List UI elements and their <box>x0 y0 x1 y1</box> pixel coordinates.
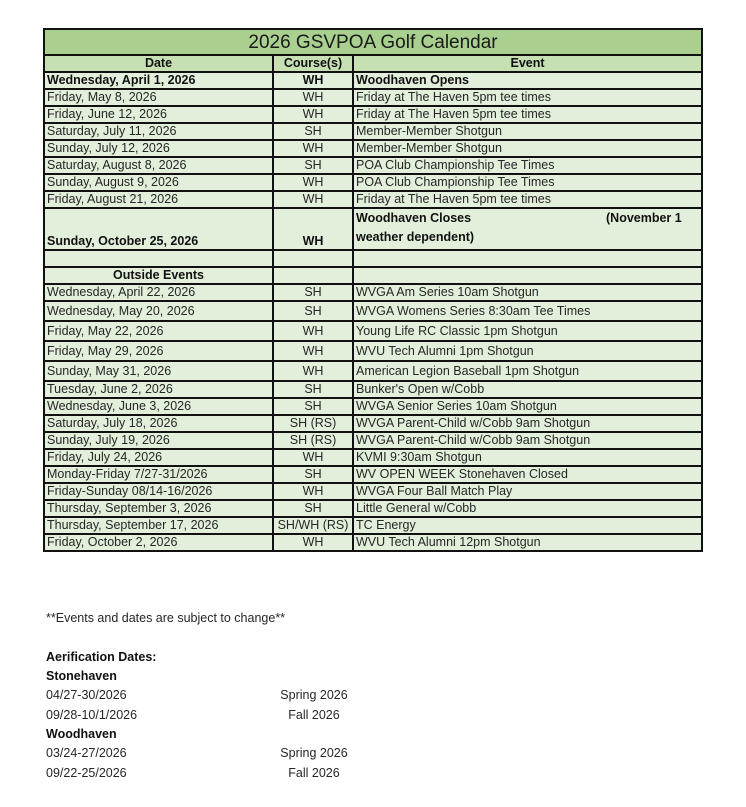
aerification-dates: 04/27-30/2026 <box>46 688 127 702</box>
aerification-dates: 09/22-25/2026 <box>46 766 127 780</box>
event-name: POA Club Championship Tee Times <box>353 174 702 191</box>
event-name: Little General w/Cobb <box>353 500 702 517</box>
event-course: SH <box>273 284 353 301</box>
table-row <box>44 140 702 157</box>
empty-cell <box>44 250 273 267</box>
event-course: WH <box>273 483 353 500</box>
table-row <box>44 517 702 534</box>
empty-cell <box>273 267 353 284</box>
event-name: WVGA Parent-Child w/Cobb 9am Shotgun <box>353 415 702 432</box>
event-course: WH <box>273 191 353 208</box>
event-name: WVGA Four Ball Match Play <box>353 483 702 500</box>
header-date: Date <box>44 55 273 72</box>
section-row <box>44 267 702 284</box>
event-date: Sunday, August 9, 2026 <box>44 174 273 191</box>
aerification-season: Spring 2026 <box>280 688 348 702</box>
table-row <box>44 284 702 301</box>
event-date: Tuesday, June 2, 2026 <box>44 381 273 398</box>
event-name: WVU Tech Alumni 12pm Shotgun <box>353 534 702 551</box>
event-date: Sunday, October 25, 2026 <box>44 208 273 250</box>
event-name: Friday at The Haven 5pm tee times <box>353 89 702 106</box>
table-row <box>44 381 702 398</box>
table-row <box>44 301 702 321</box>
event-date: Friday, June 12, 2026 <box>44 106 273 123</box>
empty-cell <box>273 250 353 267</box>
empty-cell <box>353 267 702 284</box>
empty-cell <box>353 250 702 267</box>
table-row <box>44 449 702 466</box>
event-date: Friday-Sunday 08/14-16/2026 <box>44 483 273 500</box>
table-row <box>44 72 702 89</box>
event-name: American Legion Baseball 1pm Shotgun <box>353 361 702 381</box>
event-course: SH <box>273 500 353 517</box>
event-name: Friday at The Haven 5pm tee times <box>353 106 702 123</box>
event-course: SH/WH (RS) <box>273 517 353 534</box>
header-row <box>44 55 702 72</box>
event-date: Thursday, September 17, 2026 <box>44 517 273 534</box>
table-row <box>44 208 702 250</box>
event-course: SH <box>273 466 353 483</box>
event-course: SH (RS) <box>273 415 353 432</box>
event-course: WH <box>273 72 353 89</box>
event-course: WH <box>273 449 353 466</box>
event-name: WVU Tech Alumni 1pm Shotgun <box>353 341 702 361</box>
event-date: Wednesday, April 22, 2026 <box>44 284 273 301</box>
aerification-season: Fall 2026 <box>288 766 340 780</box>
event-course: SH <box>273 157 353 174</box>
event-date: Sunday, May 31, 2026 <box>44 361 273 381</box>
aerification-season: Fall 2026 <box>288 708 340 722</box>
event-course: WH <box>273 106 353 123</box>
golf-calendar-table <box>43 28 703 552</box>
event-course: SH <box>273 381 353 398</box>
event-course: SH (RS) <box>273 432 353 449</box>
table-row <box>44 157 702 174</box>
event-course: WH <box>273 140 353 157</box>
event-name: WVGA Senior Series 10am Shotgun <box>353 398 702 415</box>
event-course: WH <box>273 89 353 106</box>
event-name: Bunker's Open w/Cobb <box>353 381 702 398</box>
table-row <box>44 89 702 106</box>
event-course: WH <box>273 534 353 551</box>
table-row <box>44 500 702 517</box>
event-date: Friday, October 2, 2026 <box>44 534 273 551</box>
event-date: Wednesday, June 3, 2026 <box>44 398 273 415</box>
header-event: Event <box>353 55 702 72</box>
event-date: Friday, May 22, 2026 <box>44 321 273 341</box>
spacer-row <box>44 250 702 267</box>
aerification-dates: 09/28-10/1/2026 <box>46 708 138 722</box>
aerification-dates: 03/24-27/2026 <box>46 746 127 760</box>
calendar-title: 2026 GSVPOA Golf Calendar <box>44 29 702 55</box>
event-name: POA Club Championship Tee Times <box>353 157 702 174</box>
event-date: Wednesday, May 20, 2026 <box>44 301 273 321</box>
event-name: TC Energy <box>353 517 702 534</box>
event-name: WVGA Am Series 10am Shotgun <box>353 284 702 301</box>
event-course: SH <box>273 398 353 415</box>
event-date: Saturday, July 18, 2026 <box>44 415 273 432</box>
aerification-season: Spring 2026 <box>280 746 348 760</box>
event-name-part: weather dependent) <box>356 230 475 244</box>
event-name: Young Life RC Classic 1pm Shotgun <box>353 321 702 341</box>
event-course: WH <box>273 361 353 381</box>
disclaimer-note: **Events and dates are subject to change** <box>46 611 286 625</box>
event-name: KVMI 9:30am Shotgun <box>353 449 702 466</box>
event-course: WH <box>273 208 353 250</box>
event-name: Member-Member Shotgun <box>353 140 702 157</box>
table-row <box>44 483 702 500</box>
event-date: Friday, August 21, 2026 <box>44 191 273 208</box>
table-row <box>44 191 702 208</box>
event-date: Monday-Friday 7/27-31/2026 <box>44 466 273 483</box>
table-row <box>44 321 702 341</box>
event-date: Wednesday, April 1, 2026 <box>44 72 273 89</box>
event-name-part: Woodhaven Closes <box>356 211 472 225</box>
aerification-heading: Aerification Dates: <box>46 650 157 664</box>
table-row <box>44 415 702 432</box>
table-row <box>44 432 702 449</box>
event-date: Friday, May 29, 2026 <box>44 341 273 361</box>
event-name: WV OPEN WEEK Stonehaven Closed <box>353 466 702 483</box>
header-course: Course(s) <box>273 55 353 72</box>
event-course: SH <box>273 123 353 140</box>
event-date: Friday, July 24, 2026 <box>44 449 273 466</box>
event-name: Friday at The Haven 5pm tee times <box>353 191 702 208</box>
event-name: WVGA Parent-Child w/Cobb 9am Shotgun <box>353 432 702 449</box>
event-name: Woodhaven Opens <box>353 72 702 89</box>
table-row <box>44 398 702 415</box>
table-row <box>44 466 702 483</box>
stonehaven-label: Stonehaven <box>46 669 117 683</box>
event-date: Thursday, September 3, 2026 <box>44 500 273 517</box>
table-row <box>44 341 702 361</box>
event-name-part: (November 1 <box>606 211 682 225</box>
title-row <box>44 29 702 55</box>
event-date: Saturday, July 11, 2026 <box>44 123 273 140</box>
table-row <box>44 361 702 381</box>
event-course: WH <box>273 174 353 191</box>
event-date: Saturday, August 8, 2026 <box>44 157 273 174</box>
event-name: WVGA Womens Series 8:30am Tee Times <box>353 301 702 321</box>
table-row <box>44 174 702 191</box>
event-date: Sunday, July 19, 2026 <box>44 432 273 449</box>
event-course: WH <box>273 321 353 341</box>
event-course: SH <box>273 301 353 321</box>
table-row <box>44 123 702 140</box>
event-name: Member-Member Shotgun <box>353 123 702 140</box>
woodhaven-label: Woodhaven <box>46 727 117 741</box>
event-date: Friday, May 8, 2026 <box>44 89 273 106</box>
table-row <box>44 534 702 551</box>
event-course: WH <box>273 341 353 361</box>
outside-events-label: Outside Events <box>44 267 273 284</box>
event-name <box>353 208 702 250</box>
table-row <box>44 106 702 123</box>
event-date: Sunday, July 12, 2026 <box>44 140 273 157</box>
